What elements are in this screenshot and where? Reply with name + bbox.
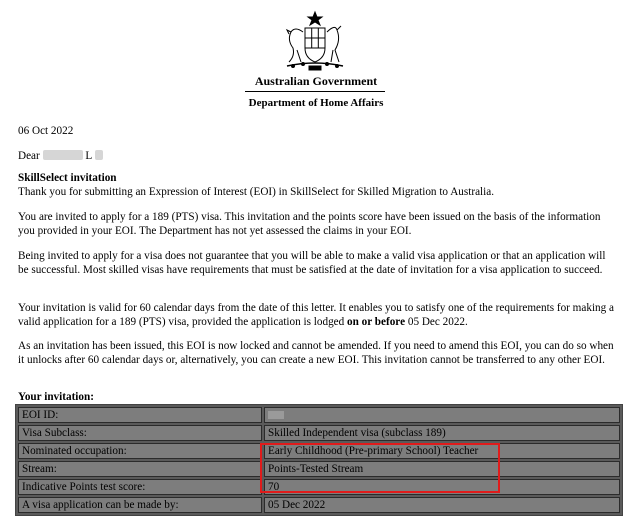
eoi-id-label: EOI ID:: [18, 407, 262, 423]
paragraph-2: You are invited to apply for a 189 (PTS) visa. This invitation and the points score have been issued on the basis of the information you provided in your EOI. The Department has not yet assessed the claims in your EOI.: [18, 211, 601, 237]
salutation: [18, 150, 618, 164]
department-name: Department of Home Affairs: [248, 97, 384, 109]
redacted-name: [43, 150, 83, 160]
salutation-word: Dear: [18, 150, 40, 162]
points-score-value: 70: [264, 479, 620, 495]
table-row: [18, 443, 620, 459]
header-divider: [245, 91, 385, 92]
application-deadline-label: A visa application can be made by:: [18, 497, 262, 513]
stream-label: Stream:: [18, 461, 262, 477]
paragraph-4-bold: on or before: [347, 315, 406, 328]
paragraph-3: Being invited to apply for a visa does not guarantee that you will be able to make a valid visa application or that an application will be successful. Most skilled visas have requirements that must be satisfied at the date of invitation for a visa application to succeed.: [18, 250, 606, 276]
redacted-eoi-id: [268, 411, 284, 419]
nominated-occupation-label: Nominated occupation:: [18, 443, 262, 459]
eoi-id-value: [264, 407, 620, 423]
table-row: [18, 461, 620, 477]
invitation-heading: Your invitation:: [18, 391, 94, 403]
salutation-name-suffix: L: [85, 150, 92, 162]
stream-value: Points-Tested Stream: [264, 461, 620, 477]
letter-heading: SkillSelect invitation: [18, 172, 117, 184]
paragraph-4-start: Your invitation is valid for 60 calendar days from the date of this letter. It enables you to satisfy one of the requirements for making a valid application for a 189 (PTS) visa, provided the application is lodged: [18, 302, 615, 328]
visa-subclass-value: Skilled Independent visa (subclass 189): [264, 425, 620, 441]
nominated-occupation-value: Early Childhood (Pre-primary School) Teacher: [264, 443, 620, 459]
table-row: [18, 479, 620, 495]
table-row: [18, 497, 620, 513]
visa-subclass-label: Visa Subclass:: [18, 425, 262, 441]
government-name: Australian Government: [254, 74, 378, 88]
application-deadline-value: 05 Dec 2022: [264, 497, 620, 513]
paragraph-4-end: 05 Dec 2022.: [405, 315, 468, 328]
coat-of-arms-icon: [275, 10, 355, 72]
invitation-table: [15, 404, 623, 516]
table-row: [18, 425, 620, 441]
paragraph-4: [18, 302, 618, 329]
paragraph-1: Thank you for submitting an Expression of Interest (EOI) in SkillSelect for Skilled Migration to Australia.: [18, 186, 495, 198]
paragraph-5: As an invitation has been issued, this EOI is now locked and cannot be amended. If you need to amend this EOI, you can do so when it unlocks after 60 calendar days or, alternatively, you can create a new EOI. This invitation cannot be transferred to any other EOI.: [18, 340, 614, 366]
table-row: [18, 407, 620, 423]
redacted-name-end: [95, 150, 103, 160]
points-score-label: Indicative Points test score:: [18, 479, 262, 495]
letter-date: 06 Oct 2022: [18, 125, 74, 137]
